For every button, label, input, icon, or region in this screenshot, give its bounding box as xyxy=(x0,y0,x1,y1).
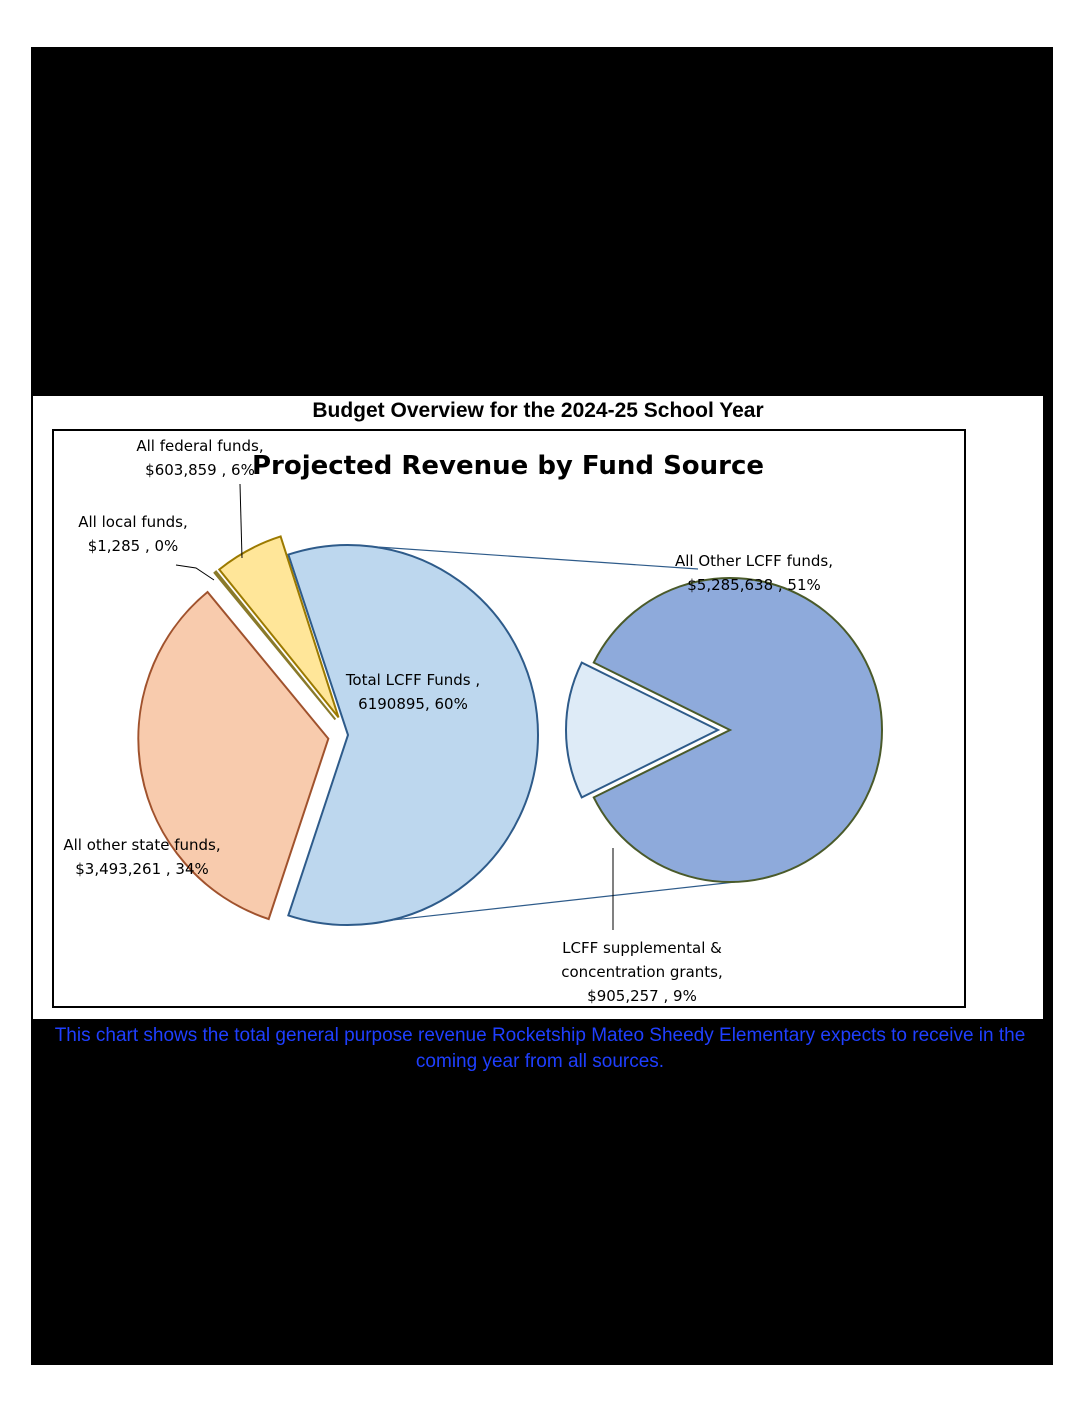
label-line: All other state funds, xyxy=(63,836,221,854)
label-line: $905,257 , 9% xyxy=(587,987,697,1005)
label-line: $3,493,261 , 34% xyxy=(75,860,209,878)
chart-caption: This chart shows the total general purpose revenue Rocketship Mateo Sheedy Elementary expects to receive in the coming year from all sources. xyxy=(54,1025,1026,1072)
label-line: LCFF supplemental & xyxy=(562,939,722,957)
label-line: Total LCFF Funds , xyxy=(345,671,481,689)
chart-title: Projected Revenue by Fund Source xyxy=(251,451,765,481)
label-line: All local funds, xyxy=(78,513,188,531)
label-line: All Other LCFF funds, xyxy=(675,552,833,570)
budget-overview-title: Budget Overview for the 2024-25 School Year xyxy=(312,399,764,422)
label-line: All federal funds, xyxy=(136,437,264,455)
label-line: 6190895, 60% xyxy=(358,695,468,713)
label-line: $5,285,638 , 51% xyxy=(687,576,821,594)
label-line: $1,285 , 0% xyxy=(87,537,179,555)
label-line: concentration grants, xyxy=(561,963,723,981)
label-line: $603,859 , 6% xyxy=(145,461,255,479)
